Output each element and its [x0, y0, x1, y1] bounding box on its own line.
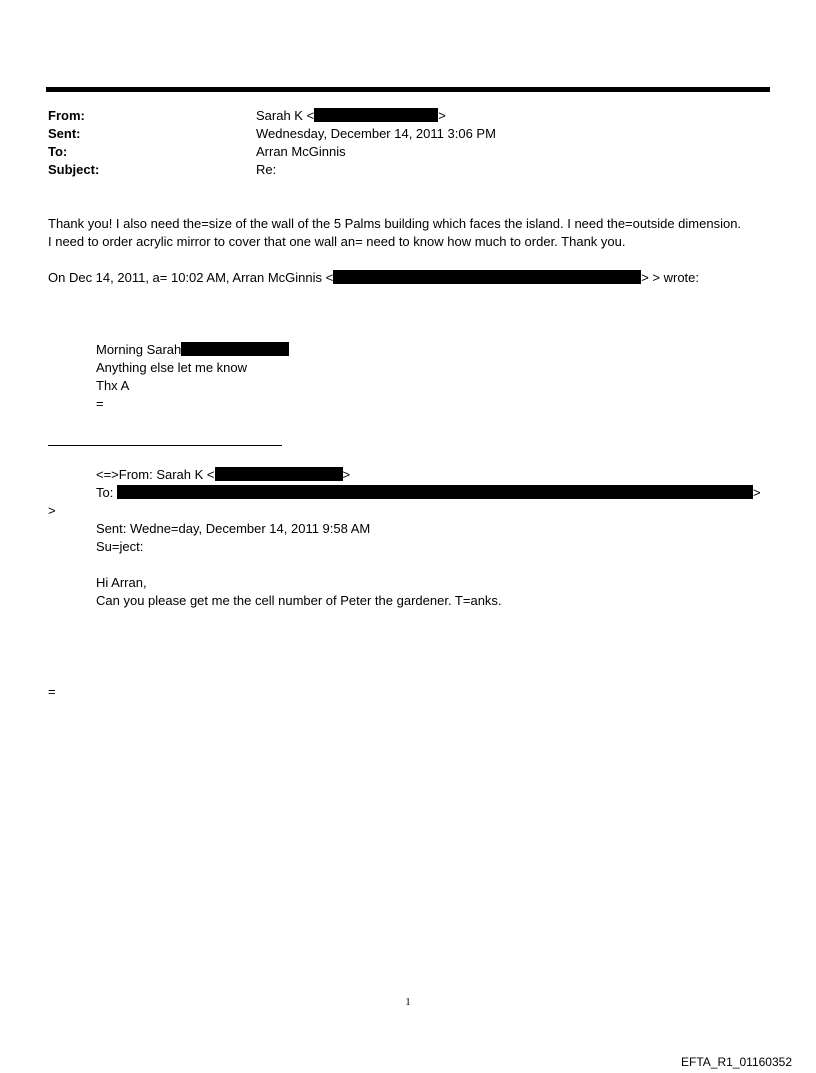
reply1-line-1 — [96, 341, 289, 359]
reply1-line-4: = — [96, 396, 104, 411]
sent-value: Wednesday, December 14, 2011 3:06 PM — [256, 126, 496, 141]
reply2-to — [96, 484, 761, 502]
reply1-greeting: Morning Sarah — [96, 342, 182, 357]
document-id: EFTA_R1_01160352 — [681, 1055, 792, 1069]
trailing-equals: = — [48, 684, 56, 699]
reply2-text: Can you please get me the cell number of Peter the gardener. T=anks. — [96, 593, 502, 608]
reply2-greeting: Hi Arran, — [96, 575, 147, 590]
body-line-1: Thank you! I also need the=size of the wall of the 5 Palms building which faces the island. I need the=outside dimension. — [48, 216, 742, 231]
header-rule — [46, 87, 770, 92]
reply1-line-3: Thx A — [96, 378, 130, 393]
reply2-to-post: > — [752, 485, 761, 500]
from-value — [256, 107, 446, 125]
to-label: To: — [48, 144, 68, 159]
reply2-from-post: > — [342, 467, 351, 482]
redaction-bar — [333, 270, 641, 284]
separator-line — [48, 445, 282, 446]
redaction-bar — [117, 485, 753, 499]
subject-value: Re: — [256, 162, 277, 177]
reply2-sent: Sent: Wedne=day, December 14, 2011 9:58 AM — [96, 521, 371, 536]
redaction-bar — [215, 467, 343, 481]
quote-intro — [48, 269, 699, 287]
reply2-from-pre: <=>From: Sarah K < — [96, 467, 215, 482]
page-number: 1 — [405, 996, 411, 1008]
from-tail: > — [438, 108, 446, 123]
subject-label: Subject: — [48, 162, 100, 177]
reply2-stray: > — [48, 503, 56, 518]
quote-intro-post: > > wrote: — [641, 270, 700, 285]
reply2-subject: Su=ject: — [96, 539, 144, 554]
from-name: Sarah K < — [256, 108, 315, 123]
reply1-line-2: Anything else let me know — [96, 360, 248, 375]
body-line-2: I need to order acrylic mirror to cover that one wall an= need to know how much to order. Thank you. — [48, 234, 626, 249]
reply2-to-pre: To: — [96, 485, 117, 500]
quote-intro-pre: On Dec 14, 2011, a= 10:02 AM, Arran McGinnis < — [48, 270, 334, 285]
sent-label: Sent: — [48, 126, 81, 141]
redaction-bar — [314, 108, 438, 122]
reply2-from — [96, 466, 350, 484]
from-label: From: — [48, 108, 85, 123]
to-value: Arran McGinnis — [256, 144, 346, 159]
redaction-bar — [181, 342, 289, 356]
